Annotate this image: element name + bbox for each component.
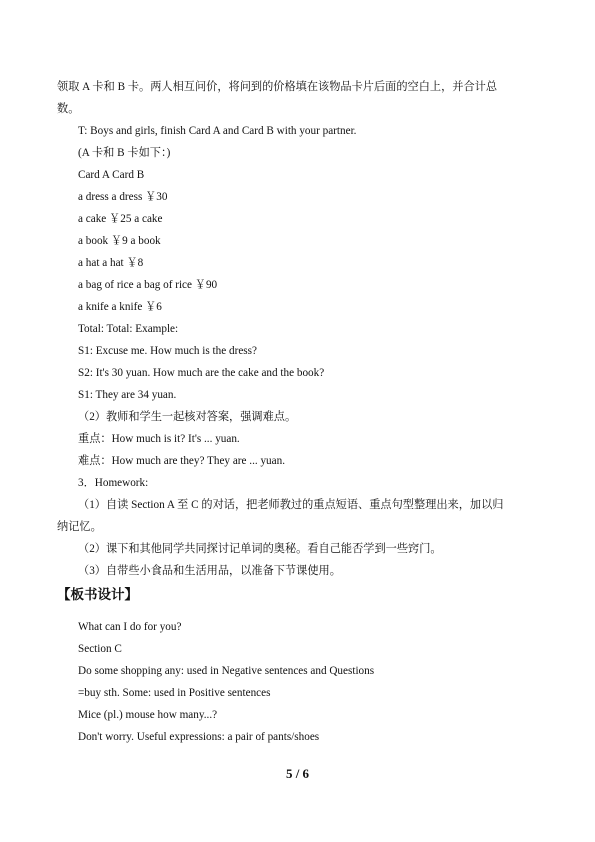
body-line: S1: Excuse me. How much is the dress? bbox=[78, 345, 257, 357]
body-line: a hat a hat ￥8 bbox=[78, 257, 144, 269]
body-line: S1: They are 34 yuan. bbox=[78, 389, 177, 401]
section-heading: 【板书设计】 bbox=[57, 587, 138, 603]
body-line: a dress a dress ￥30 bbox=[78, 191, 168, 203]
body-line: 3．Homework: bbox=[78, 477, 149, 489]
board-line: Don't worry. Useful expressions: a pair of pants/shoes bbox=[78, 731, 320, 743]
board-line: Section C bbox=[78, 643, 122, 655]
body-line: (A 卡和 B 卡如下：) bbox=[78, 147, 171, 159]
board-line: Do some shopping any: used in Negative sentences and Questions bbox=[78, 665, 375, 677]
board-line: Mice (pl.) mouse how many...? bbox=[78, 709, 218, 721]
body-line: （2）教师和学生一起核对答案，强调难点。 bbox=[78, 411, 297, 423]
body-line: T: Boys and girls, finish Card A and Card B with your partner. bbox=[78, 125, 357, 137]
body-line: 纳记忆。 bbox=[57, 521, 102, 533]
body-line: 重点：How much is it? It's ... yuan. bbox=[78, 433, 240, 445]
page-number: 5 / 6 bbox=[285, 766, 310, 781]
board-line: What can I do for you? bbox=[78, 621, 182, 633]
body-line: （1）自读 Section A 至 C 的对话，把老师教过的重点短语、重点句型整理出来，加以归 bbox=[78, 499, 504, 511]
body-line: 领取 A 卡和 B 卡。两人相互问价，将问到的价格填在该物品卡片后面的空白上，并合计总 bbox=[57, 81, 498, 93]
body-line: Total: Total: Example: bbox=[78, 323, 179, 335]
body-line: a knife a knife ￥6 bbox=[78, 301, 162, 313]
body-line: 难点：How much are they? They are ... yuan. bbox=[78, 455, 286, 467]
body-line: a bag of rice a bag of rice ￥90 bbox=[78, 279, 218, 291]
body-line: 数。 bbox=[57, 103, 80, 115]
body-line: a cake ￥25 a cake bbox=[78, 213, 163, 225]
body-line: （3）自带些小食品和生活用品，以准备下节课使用。 bbox=[78, 565, 341, 577]
body-line: Card A Card B bbox=[78, 169, 145, 181]
body-line: S2: It's 30 yuan. How much are the cake and the book? bbox=[78, 367, 325, 379]
body-line: （2）课下和其他同学共同探讨记单词的奥秘。看自己能否学到一些窍门。 bbox=[78, 543, 442, 555]
body-line: a book ￥9 a book bbox=[78, 235, 161, 247]
board-line: =buy sth. Some: used in Positive sentences bbox=[78, 687, 271, 699]
